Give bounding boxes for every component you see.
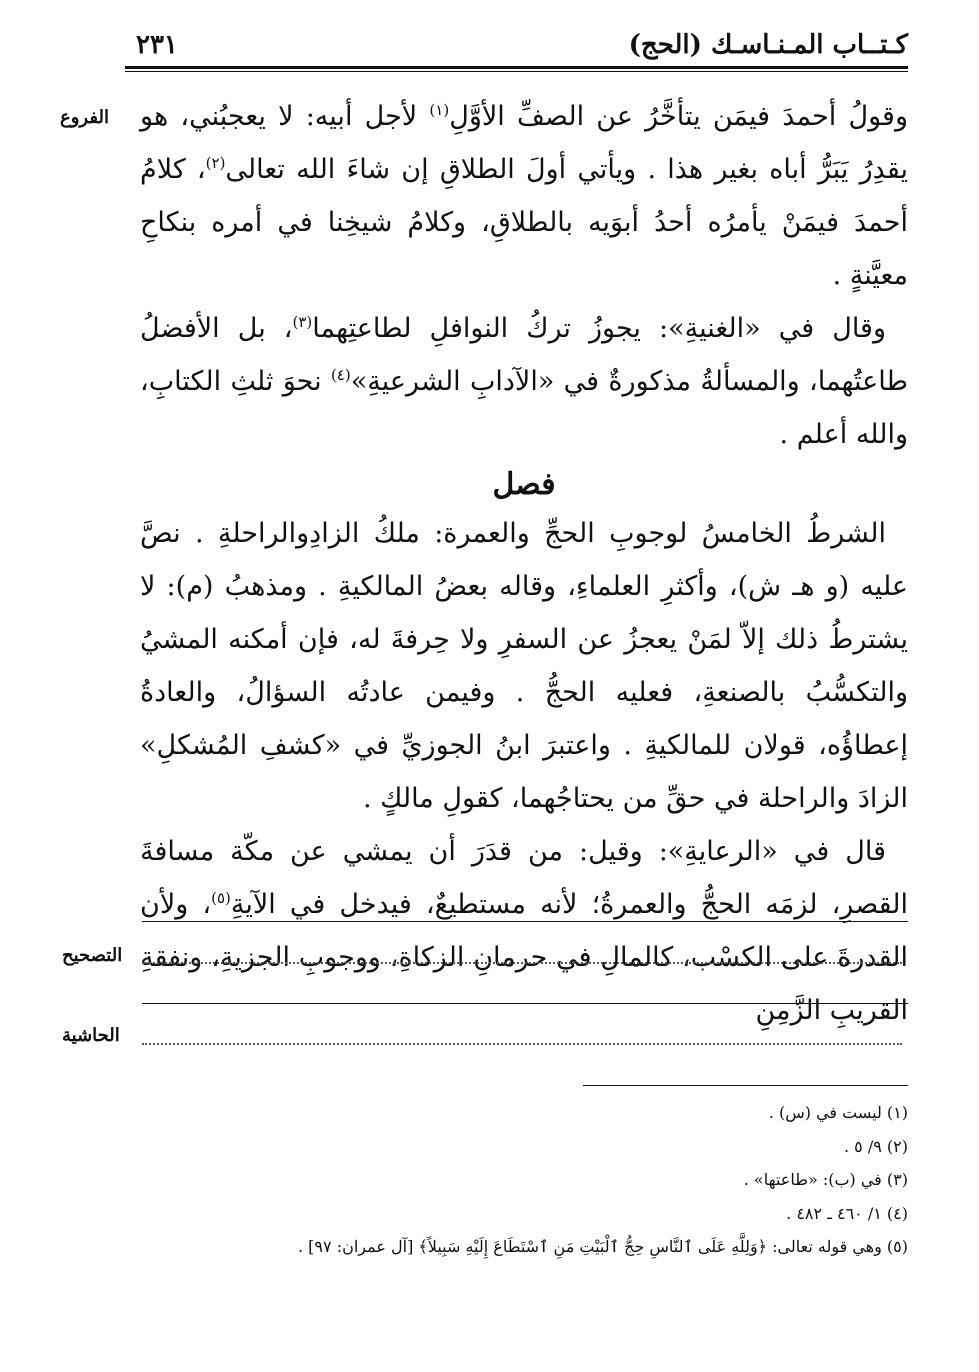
correction-label: التصحيح: [62, 945, 123, 966]
footnote-ref: (١): [429, 101, 450, 119]
footnote-ref: (٢): [205, 154, 226, 172]
footnote: (١) ليست في (س) .: [768, 1103, 908, 1122]
footnote: (٣) في (ب): «طاعتها» .: [743, 1170, 908, 1189]
footnote: (٢) ٩/ ٥ .: [843, 1136, 908, 1156]
footnote-ref: (٤): [330, 366, 351, 384]
margin-note-dotted-line: [142, 1043, 902, 1045]
page-number: ٢٣١: [136, 30, 178, 60]
paragraph-1: وقولُ أحمدَ فيمَن يتأخَّرُ عن الصفِّ الأوَّلِ$^{(١)}$ لأجل أبيه: لا يعجبُني، هو يقدِرُ يَبَرُّ أباه بغير هذا . ويأتي أولَ الطلاقِ إن شاءَ الله تعالى$^{(٢)}$، كلامُ أحمدَ فيمَنْ يأمرُه أحدُ أبوَيه بالطلاقِ، وكلامُ شيخِنا في أمره بنكاحِ معيَّنةٍ .: [140, 101, 909, 291]
paragraph-3: الشرطُ الخامسُ لوجوبِ الحجِّ والعمرة: ملكُ الزادِوالراحلةِ . نصَّ عليه (و هـ ش)، وأكثرِ العلماءِ، وقاله بعضُ المالكيةِ . ومذهبُ (م): لا يشترطُ ذلك إلاّ لمَنْ يعجزُ عن السفرِ ولا حِرفةَ له، فإن أمكنه المشيُ والتكسُّبُ بالصنعةِ، فعليه الحجُّ . وفيمن عادتُه السؤالُ، والعادةُ إعطاؤُه، قولان للمالكيةِ . واعتبرَ ابنُ الجوزيِّ في «كشفِ المُشكلِ» الزادَ والراحلة في حقِّ من يحتاجُهما، كقولِ مالكٍ .: [140, 518, 908, 814]
footnote: (٥) وهي قوله تعالى: ﴿وَلِلَّهِ عَلَى ٱلنَّاسِ حِجُّ ٱلْبَيْتِ مَنِ ٱسْتَطَاعَ إِلَيْهِ سَبِيلاً﴾ [آل عمران: ٩٧] .: [298, 1237, 908, 1256]
correction-dotted-line: [142, 962, 902, 964]
page-header: [118, 28, 908, 68]
footnote-ref: (٥): [211, 889, 231, 907]
running-title: كـتــاب المـنـاسـك (الحج): [628, 30, 908, 60]
footnote: (٤) ١/ ٤٦٠ ـ ٤٨٢ .: [786, 1203, 908, 1223]
section-heading: فصل: [492, 467, 556, 502]
header-rule-thin: [125, 71, 908, 72]
footnotes: [208, 1096, 908, 1264]
main-text: [140, 90, 908, 1037]
paragraph-4: قال في «الرعايةِ»: وقيل: من قدَرَ أن يمشي عن مكّة مسافةَ القصرِ، لزمَه الحجُّ والعمرةُ؛ لأنه مستطيعٌ، فيدخل في الآيةِ$^{(٥)}$، ولأن القدرةَ على الكسْب، كالمالِ في حرمانِ الزكاةِ، ووجوبِ الجزيةِ، ونفقةِ القريبِ الزَّمِنِ: [140, 836, 908, 1026]
form-divider: [142, 1003, 908, 1004]
main-text-rule: [142, 921, 908, 922]
header-rule: [125, 66, 908, 69]
paragraph-2: وقال في «الغنيةِ»: يجوزُ تركُ النوافلِ لطاعتِهما$^{(٣)}$، بل الأفضلُ طاعتُهما، والمسألةُ مذكورةٌ في «الآدابِ الشرعيةِ»$^{(٤)}$ نحوَ ثلثِ الكتابِ، والله أعلم .: [140, 313, 908, 450]
side-label: الفروع: [60, 107, 109, 128]
margin-note-label: الحاشية: [62, 1025, 120, 1046]
footnote-ref: (٣): [292, 313, 313, 331]
footnote-rule: [583, 1085, 908, 1086]
